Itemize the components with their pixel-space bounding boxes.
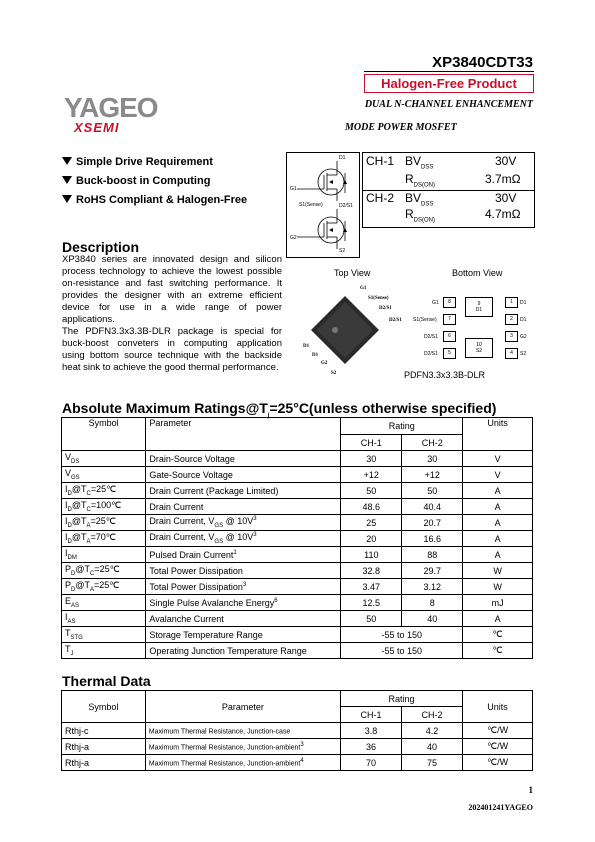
top-pin-label: D2/S1 <box>389 318 402 323</box>
ch2-cell: 50 <box>402 483 463 499</box>
triangle-bullet-icon <box>62 195 72 203</box>
package-bottom-view <box>443 294 531 362</box>
yageo-logo: YAGEO <box>64 92 158 123</box>
top-pin-label: S2 <box>331 371 337 376</box>
triangle-bullet-icon <box>62 176 72 184</box>
symbol-cell: $I_D@T_A=25℃$ <box>62 515 146 531</box>
ch1-cell: 3.47 <box>341 579 402 595</box>
ch1-cell: 12.5 <box>341 595 402 611</box>
table-row <box>62 755 533 771</box>
symbol-cell: $I_{AS}$ <box>62 611 146 627</box>
ch1-cell: 3.8 <box>341 723 402 739</box>
symbol-cell: $I_D@T_A=70℃$ <box>62 531 146 547</box>
symbol-cell: $V_{GS}$ <box>62 467 146 483</box>
parameter-cell: Drain Current, $V_{GS}$ @ $10V^3$ <box>146 515 341 531</box>
header-parameter: Parameter <box>146 418 341 451</box>
abs-max-title: Absolute Maximum $Ratings@T_j=25^\circ C(unless$ otherwise specified) <box>62 400 497 419</box>
bottom-pin-label: S1(Sense) <box>413 317 437 323</box>
unit-cell: A <box>463 483 533 499</box>
rating-cell: -55 to 150 <box>341 643 463 659</box>
unit-cell: A <box>463 531 533 547</box>
unit-cell: V <box>463 467 533 483</box>
table-row <box>62 467 533 483</box>
table-row <box>62 643 533 659</box>
table-row <box>62 531 533 547</box>
table-row <box>62 579 533 595</box>
ch1-cell: 20 <box>341 531 402 547</box>
parameter-cell: Avalanche Current <box>146 611 341 627</box>
symbol-cell: $I_{DM}$ <box>62 547 146 563</box>
thermal-title: Thermal Data <box>62 673 151 689</box>
mosfet-schematic <box>286 152 360 258</box>
header-rating: Rating <box>341 418 463 435</box>
package-name: PDFN3.3x3.3B-DLR <box>404 370 486 380</box>
symbol-cell: Rthj-a <box>62 739 146 755</box>
top-view-label: Top View <box>334 268 371 278</box>
parameter-cell: Maximum Thermal Resistance, Junction-ambient$^4$ <box>145 755 340 771</box>
symbol-cell: $I_D@T_C=100℃$ <box>62 499 146 515</box>
symbol-cell: $T_{STG}$ <box>62 627 146 643</box>
ch2-cell: 40.4 <box>402 499 463 515</box>
pin-pad: 4 <box>505 348 518 359</box>
unit-cell: A <box>463 547 533 563</box>
ch1-cell: 30 <box>341 451 402 467</box>
subtitle-line2: MODE POWER MOSFET <box>345 122 457 133</box>
table-row <box>62 611 533 627</box>
parameter-cell: Operating Junction Temperature Range <box>146 643 341 659</box>
symbol-cell: $V_{DS}$ <box>62 451 146 467</box>
parameter-cell: Drain Current <box>146 499 341 515</box>
table-row <box>62 483 533 499</box>
parameter-cell: Maximum Thermal Resistance, Junction-case <box>145 723 340 739</box>
bottom-pin-label: D2/S1 <box>424 351 438 357</box>
symbol-cell: $P_D@T_A=25℃$ <box>62 579 146 595</box>
parameter-cell: Drain Current, $V_{GS}$ @ $10V^3$ <box>146 531 341 547</box>
spec-summary-box: CH-1 $BV_{DSS}$ 30V $R_{DS(ON)}$ 3.7mΩ CH-2 $BV_{DSS}$ 30V $R_{DS(ON)}$ 4.7mΩ <box>362 152 535 228</box>
pin-pad: 8 <box>443 297 456 308</box>
ch2-cell: 8 <box>402 595 463 611</box>
feature-item: RoHS Compliant & Halogen-Free <box>62 194 247 206</box>
ch1-cell: 32.8 <box>341 563 402 579</box>
parameter-cell: Total Power Dissipation$^3$ <box>146 579 341 595</box>
ch1-cell: 50 <box>341 611 402 627</box>
header-ch1: CH-1 <box>341 707 402 723</box>
ch2-cell: 30 <box>402 451 463 467</box>
header-symbol: Symbol <box>62 691 146 723</box>
schematic-label: D2/S1 <box>339 203 353 209</box>
unit-cell: ℃ <box>463 627 533 643</box>
pad-9: 9 D1 <box>465 297 493 317</box>
symbol-cell: $E_{AS}$ <box>62 595 146 611</box>
unit-cell: A <box>463 515 533 531</box>
pin-pad: 7 <box>443 314 456 325</box>
header-symbol: Symbol <box>62 418 146 451</box>
header-ch1: CH-1 <box>341 435 402 451</box>
table-row <box>62 547 533 563</box>
pin-pad: 5 <box>443 348 456 359</box>
ch2-cell: 40 <box>402 611 463 627</box>
ch1-cell: 50 <box>341 483 402 499</box>
unit-cell: A <box>463 611 533 627</box>
symbol-cell: $P_D@T_C=25℃$ <box>62 563 146 579</box>
parameter-cell: Total Power Dissipation <box>146 563 341 579</box>
schematic-label: D1 <box>339 155 346 161</box>
top-pin-label: G2 <box>321 361 328 366</box>
top-pin-label: D1 <box>312 353 319 358</box>
schematic-label: G1 <box>290 186 297 192</box>
bottom-pin-label: D1 <box>520 317 527 323</box>
header-units: Units <box>463 418 533 451</box>
ch1-cell: 36 <box>341 739 402 755</box>
table-row <box>62 499 533 515</box>
ch1-cell: 110 <box>341 547 402 563</box>
bottom-view-label: Bottom View <box>452 268 503 278</box>
bottom-pin-label: G1 <box>432 300 439 306</box>
parameter-cell: Storage Temperature Range <box>146 627 341 643</box>
xsemi-logo: XSEMI <box>74 120 120 135</box>
unit-cell: ℃ <box>463 643 533 659</box>
symbol-cell: Rthj-a <box>62 755 146 771</box>
bottom-pin-label: G2 <box>520 334 527 340</box>
parameter-cell: Single Pulse Avalanche Energy$^6$ <box>146 595 341 611</box>
parameter-cell: Drain Current (Package Limited) <box>146 483 341 499</box>
pin-pad: 6 <box>443 331 456 342</box>
top-pin-label: G1 <box>360 286 367 291</box>
schematic-label: S1(Sense) <box>299 202 323 208</box>
top-pin-label: S1(Sense) <box>368 296 389 301</box>
schematic-label: S2 <box>339 248 346 254</box>
header-divider <box>364 71 534 72</box>
unit-cell: ℃/W <box>463 723 533 739</box>
unit-cell: mJ <box>463 595 533 611</box>
top-pin-label: D1 <box>303 344 310 349</box>
ch1-cell: +12 <box>341 467 402 483</box>
ch2-cell: 75 <box>402 755 463 771</box>
table-row <box>62 627 533 643</box>
parameter-cell: Gate-Source Voltage <box>146 467 341 483</box>
parameter-cell: Drain-Source Voltage <box>146 451 341 467</box>
unit-cell: W <box>463 579 533 595</box>
symbol-cell: $T_J$ <box>62 643 146 659</box>
footer-code: 202401241YAGEO <box>468 803 533 812</box>
header-parameter: Parameter <box>145 691 340 723</box>
package-top-view-icon <box>305 290 385 370</box>
table-row <box>62 563 533 579</box>
triangle-bullet-icon <box>62 157 72 165</box>
ch2-cell: 88 <box>402 547 463 563</box>
header-ch2: CH-2 <box>402 435 463 451</box>
description-para: XP3840 series are innovated design and silicon process technology to achieve the lowest possible on-resistance and fast switching performance. It provides the designer with an extreme efficient device for use in a wide range of power applications. <box>62 254 282 325</box>
ch1-cell: 70 <box>341 755 402 771</box>
ch2-cell: +12 <box>402 467 463 483</box>
header-rating: Rating <box>341 691 463 707</box>
parameter-cell: Maximum Thermal Resistance, Junction-ambient$^3$ <box>145 739 340 755</box>
unit-cell: A <box>463 499 533 515</box>
unit-cell: ℃/W <box>463 755 533 771</box>
ch2-cell: 3.12 <box>402 579 463 595</box>
table-row <box>62 451 533 467</box>
ch1-cell: 48.6 <box>341 499 402 515</box>
ch2-cell: 40 <box>402 739 463 755</box>
part-number: XP3840CDT33 <box>432 54 533 71</box>
schematic-label: G2 <box>290 235 297 241</box>
pad-10: 10 S2 <box>465 338 493 358</box>
bottom-pin-label: S2 <box>520 351 527 357</box>
description-title: Description <box>62 239 140 255</box>
symbol-cell: Rthj-c <box>62 723 146 739</box>
page-number: 1 <box>528 785 533 795</box>
unit-cell: W <box>463 563 533 579</box>
bottom-pin-label: D2/S1 <box>424 334 438 340</box>
table-row <box>62 739 533 755</box>
pin-pad: 1 <box>505 297 518 308</box>
rating-cell: -55 to 150 <box>341 627 463 643</box>
ch2-cell: 16.6 <box>402 531 463 547</box>
subtitle-line1: DUAL N-CHANNEL ENHANCEMENT <box>364 99 533 110</box>
halogen-free-badge: Halogen-Free Product <box>364 74 534 93</box>
table-row <box>62 595 533 611</box>
ch1-cell: 25 <box>341 515 402 531</box>
unit-cell: ℃/W <box>463 739 533 755</box>
ch2-cell: 20.7 <box>402 515 463 531</box>
pin-pad: 3 <box>505 331 518 342</box>
header-units: Units <box>463 691 533 723</box>
description-para: The PDFN3.3x3.3B-DLR package is special for buck-boost conveters in computing application using bottom source technique with the backside heat sink to achieve the good thermal performance. <box>62 326 282 373</box>
top-pin-label: D2/S1 <box>379 306 392 311</box>
bottom-pin-label: D1 <box>520 300 527 306</box>
ch2-cell: 4.2 <box>402 723 463 739</box>
abs-max-table <box>61 417 533 659</box>
unit-cell: V <box>463 451 533 467</box>
thermal-table <box>61 690 533 771</box>
pin-pad: 2 <box>505 314 518 325</box>
description-text <box>62 254 282 374</box>
feature-item: Simple Drive Requirement <box>62 156 213 168</box>
symbol-cell: $I_D@T_C=25℃$ <box>62 483 146 499</box>
feature-item: Buck-boost in Computing <box>62 175 210 187</box>
header-ch2: CH-2 <box>402 707 463 723</box>
table-row <box>62 515 533 531</box>
ch2-cell: 29.7 <box>402 563 463 579</box>
table-row <box>62 723 533 739</box>
parameter-cell: Pulsed Drain Current$^1$ <box>146 547 341 563</box>
